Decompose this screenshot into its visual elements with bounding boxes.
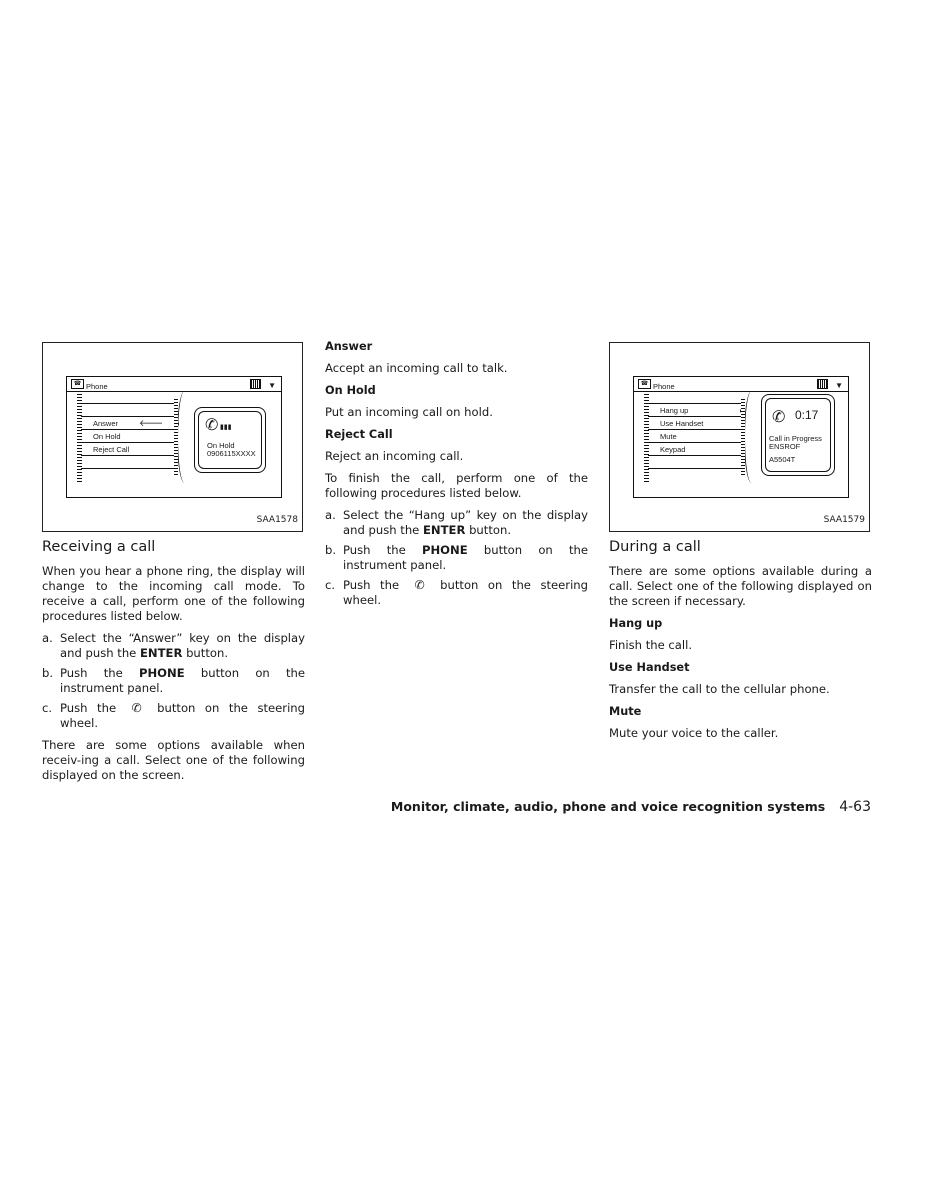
card-caller: ENSROF (769, 442, 801, 451)
figure-receiving-call (42, 342, 303, 532)
menu-item-label: Keypad (660, 445, 686, 454)
display-screen (633, 376, 849, 498)
subheading-use-handset: Use Handset (609, 661, 690, 674)
menu-item-hang-up[interactable] (648, 404, 744, 417)
handset-icon: ✆ (772, 407, 786, 426)
menu-row-empty (81, 404, 177, 417)
subheading-mute: Mute (609, 705, 642, 718)
call-timer: 0:17 (795, 408, 819, 422)
right-column (609, 342, 872, 748)
paragraph: Transfer the call to the cellular phone. (609, 682, 830, 696)
figure-id: SAA1578 (256, 515, 298, 525)
menu-item-on-hold[interactable] (81, 430, 177, 443)
menu-item-answer[interactable] (81, 417, 177, 430)
paragraph: To finish the call, perform one of the following procedures listed below. (325, 471, 588, 500)
procedure-list (325, 508, 588, 608)
figure-during-call (609, 342, 870, 532)
divider-ticks (741, 399, 745, 475)
menu-item-label: Mute (660, 432, 677, 441)
paragraph: There are some options available when receiv-ing a call. Select one of the following displayed on the screen. (42, 738, 305, 782)
phone-icon: ☎ (638, 379, 651, 389)
display-screen (66, 376, 282, 498)
key-name: PHONE (138, 666, 185, 680)
footer-section-title: Monitor, climate, audio, phone and voice recognition systems (390, 799, 826, 814)
menu-item-keypad[interactable] (648, 443, 744, 456)
paragraph: Reject an incoming call. (325, 449, 464, 463)
key-name: ENTER (140, 646, 183, 660)
handset-icon: ✆ (131, 701, 142, 715)
list-marker: a. (325, 508, 336, 522)
menu-item-label: Answer (93, 419, 119, 428)
page-number: 4-63 (839, 799, 871, 815)
paragraph: There are some options available during a call. Select one of the following displayed on the screen if necessary. (609, 564, 872, 608)
step-text: button. (182, 646, 229, 660)
page-footer (391, 799, 871, 815)
menu-item-label: Hang up (660, 406, 689, 415)
antenna-icon: ▼ (268, 381, 276, 390)
screen-divider-curve (177, 391, 192, 483)
handset-icon: ✆ (205, 415, 219, 434)
menu-row-empty (648, 391, 744, 404)
section-title: During a call (609, 539, 701, 555)
step-text: button on the instrument panel. (60, 666, 306, 695)
figure-id: SAA1579 (823, 515, 865, 525)
call-status-card (761, 394, 835, 476)
arrow-left-icon: 🡐 (139, 418, 164, 428)
list-item (325, 543, 588, 573)
subheading-reject-call: Reject Call (325, 428, 393, 441)
screen-header-title: Phone (653, 382, 675, 391)
step-text: Push the (343, 543, 422, 557)
step-text: button on the instrument panel. (343, 543, 589, 572)
left-column (42, 342, 305, 790)
phone-icon: ☎ (71, 379, 84, 389)
subheading-answer: Answer (325, 340, 373, 353)
list-marker: a. (42, 631, 53, 645)
card-status: Call in Progress (769, 434, 822, 443)
card-number: A5504T (769, 455, 796, 464)
list-item (42, 666, 305, 696)
step-text: Push the (60, 701, 117, 715)
menu-item-reject-call[interactable] (81, 443, 177, 456)
paragraph: Finish the call. (609, 638, 693, 652)
screen-header-title: Phone (86, 382, 108, 391)
screen-header (67, 377, 281, 392)
subheading-hang-up: Hang up (609, 617, 663, 630)
list-marker: b. (325, 543, 337, 557)
subheading-on-hold: On Hold (325, 384, 376, 397)
step-text: button. (465, 523, 512, 537)
key-name: PHONE (421, 543, 468, 557)
list-marker: c. (42, 701, 53, 715)
ringing-indicator-icon: ▮▮▮ (220, 423, 232, 431)
antenna-icon: ▼ (835, 381, 843, 390)
step-text: Push the (343, 578, 400, 592)
step-text: Select the “Answer” key on the display and push the (60, 631, 305, 660)
call-status-card (194, 407, 266, 473)
card-status: On Hold (207, 441, 235, 450)
list-marker: b. (42, 666, 54, 680)
middle-column (325, 339, 588, 615)
list-marker: c. (325, 578, 336, 592)
key-name: ENTER (423, 523, 466, 537)
menu-row-empty (81, 391, 177, 404)
paragraph: Put an incoming call on hold. (325, 405, 493, 419)
handset-icon: ✆ (414, 578, 425, 592)
menu-item-label: Reject Call (93, 445, 130, 454)
menu-item-use-handset[interactable] (648, 417, 744, 430)
list-item (42, 701, 305, 731)
menu-row-empty (648, 456, 744, 469)
divider-ticks (174, 399, 178, 475)
screen-divider-curve (744, 391, 759, 483)
step-text: Select the “Hang up” key on the display and push the (343, 508, 588, 537)
screen-header (634, 377, 848, 392)
menu-item-mute[interactable] (648, 430, 744, 443)
list-item (325, 578, 588, 608)
menu-row-empty (81, 456, 177, 469)
step-text: button on the steering wheel. (60, 701, 305, 730)
list-item (42, 631, 305, 661)
step-text: Push the (60, 666, 139, 680)
battery-icon (817, 379, 828, 389)
menu-item-label: On Hold (93, 432, 121, 441)
section-title: Receiving a call (42, 539, 156, 555)
procedure-list (42, 631, 305, 731)
step-text: button on the steering wheel. (343, 578, 588, 607)
paragraph: Mute your voice to the caller. (609, 726, 779, 740)
list-item (325, 508, 588, 538)
paragraph: When you hear a phone ring, the display will change to the incoming call mode. To receive a call, perform one of the following procedures listed below. (42, 564, 305, 623)
menu-item-label: Use Handset (660, 419, 704, 428)
paragraph: Accept an incoming call to talk. (325, 361, 508, 375)
card-number: 0906115XXXX (207, 449, 256, 458)
battery-icon (250, 379, 261, 389)
